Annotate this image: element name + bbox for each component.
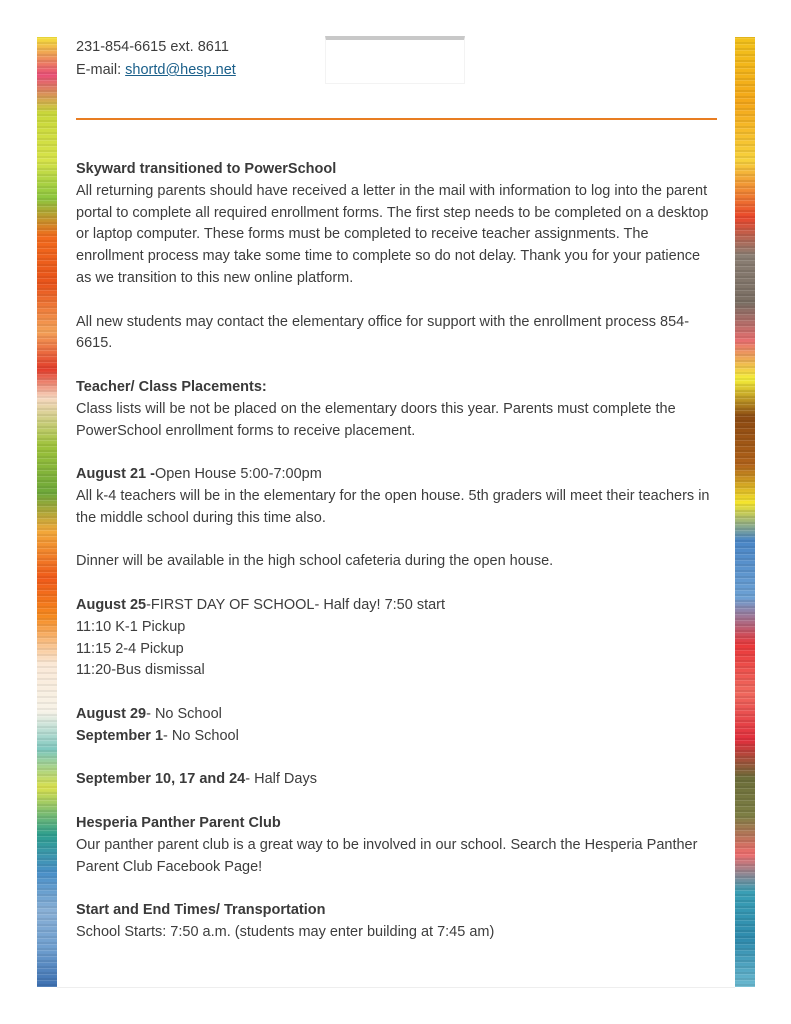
section-times — [76, 900, 718, 944]
event-date: August 29 — [76, 705, 147, 722]
section-open-house — [76, 464, 718, 529]
event-date: August 25 — [76, 596, 147, 613]
decorative-stripe-left — [37, 37, 57, 987]
section-heading: Start and End Times/ Transportation — [76, 902, 326, 919]
schedule-line: 11:20-Bus dismissal — [76, 662, 205, 679]
section-heading: Hesperia Panther Parent Club — [76, 814, 281, 831]
event-date: September 1 — [76, 727, 164, 744]
section-half-days — [76, 769, 718, 791]
orange-divider — [76, 118, 717, 120]
section-skyward — [76, 159, 718, 290]
schedule-line: 11:15 2-4 Pickup — [76, 640, 184, 657]
image-placeholder-box — [325, 36, 465, 84]
event-title: - No School — [146, 705, 222, 722]
section-text: School Starts: 7:50 a.m. (students may enter building at 7:45 am) — [76, 923, 495, 940]
contact-block — [76, 36, 236, 82]
event-title: Open House 5:00-7:00pm — [154, 466, 322, 483]
decorative-stripe-right — [735, 37, 755, 987]
section-text: Class lists will be not be placed on the elementary doors this year. Parents must complete the PowerSchool enrollment forms to receive placement. — [76, 400, 676, 439]
section-text: Our panther parent club is a great way to be involved in our school. Search the Hesperia Panther Parent Club Facebook Page! — [76, 836, 698, 875]
event-title: -FIRST DAY OF SCHOOL- Half day! 7:50 start — [146, 596, 446, 613]
bottom-border — [57, 987, 735, 988]
newsletter-body — [76, 159, 718, 965]
section-dinner — [76, 551, 718, 573]
section-parent-club — [76, 813, 718, 878]
section-heading: Teacher/ Class Placements: — [76, 378, 267, 395]
event-title: - No School — [163, 727, 239, 744]
event-title: - Half Days — [245, 771, 317, 788]
section-new-students — [76, 312, 718, 356]
section-placements — [76, 377, 718, 442]
section-text: All k-4 teachers will be in the elementary for the open house. 5th graders will meet their teachers in the middle school during this time also. — [76, 487, 710, 526]
schedule-line: 11:10 K-1 Pickup — [76, 618, 186, 635]
section-no-school — [76, 704, 718, 748]
section-first-day — [76, 595, 718, 682]
contact-email-line — [76, 59, 236, 82]
contact-phone: 231-854-6615 ext. 8611 — [76, 39, 229, 55]
section-text: All new students may contact the elementary office for support with the enrollment process 854-6615. — [76, 313, 690, 352]
contact-email-label: E-mail: — [76, 62, 122, 78]
section-text: Dinner will be available in the high school cafeteria during the open house. — [76, 553, 554, 570]
section-text: All returning parents should have received a letter in the mail with information to log into the parent portal to complete all required enrollment forms. The first step needs to be completed on a desktop or laptop computer. These forms must be completed to receive teacher assignments. The enrollment process may take some time to complete so do not delay. Thank you for your patience as we transition to this new online platform. — [76, 182, 709, 286]
event-date: September 10, 17 and 24 — [76, 771, 246, 788]
contact-email-link[interactable]: shortd@hesp.net — [125, 62, 236, 78]
section-heading: Skyward transitioned to PowerSchool — [76, 161, 337, 177]
event-date: August 21 - — [76, 466, 155, 483]
